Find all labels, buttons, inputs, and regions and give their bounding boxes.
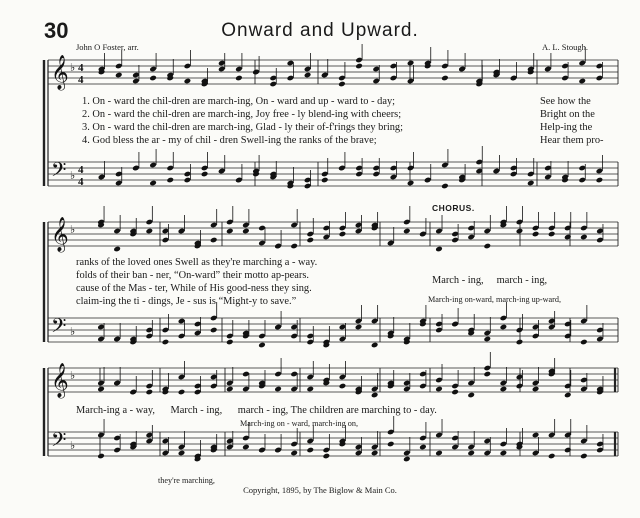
verse-1-line: 1. On - ward the chil-dren are march-ing, On - ward and up - ward to - day; (82, 96, 396, 107)
verse-2-end: Bright on the (540, 109, 595, 120)
chorus-label: CHORUS. (432, 203, 475, 213)
svg-text:4: 4 (78, 176, 84, 188)
verse-4-line: 4. God bless the ar - my of chil - dren Swell-ing the ranks of the brave; (82, 135, 377, 146)
chorus-line-1-alt: March-ing on-ward, march-ing up-ward, (428, 295, 561, 304)
svg-text:♭: ♭ (70, 370, 76, 382)
treble-clef-icon: 𝄞 (51, 363, 69, 398)
verse-2-line: 2. On - ward the chil-dren are march-ing, Joy free - ly blend-ing with cheers; (82, 109, 402, 120)
svg-text:4: 4 (78, 62, 84, 74)
svg-text:♭: ♭ (70, 62, 76, 74)
verse-3-cont: cause of the Mas - ter, While of His good-ness they sing. (76, 283, 312, 294)
bass-lyric: they're marching, (158, 476, 215, 485)
svg-text:♭: ♭ (70, 440, 76, 452)
verse-3-end: Help-ing the (540, 122, 593, 133)
bass-clef-icon: 𝄢 (51, 314, 67, 342)
treble-clef-icon: 𝄞 (51, 55, 69, 90)
svg-text:4: 4 (78, 164, 84, 176)
chorus-line-1: March - ing, march - ing, (432, 275, 548, 286)
svg-text:♭: ♭ (70, 224, 76, 236)
chorus-line-2: March-ing a - way, March - ing, march - ing, The children are marching to - day. (76, 405, 437, 416)
verse-1-end: See how the (540, 96, 591, 107)
bass-clef-icon: 𝄢 (51, 158, 67, 186)
treble-clef-icon: 𝄞 (51, 217, 69, 252)
verse-4-cont: claim-ing the ti - dings, Je - sus is “Might-y to save.” (76, 296, 297, 307)
svg-text:♭: ♭ (70, 326, 76, 338)
chorus-line-2-alt: March-ing on - ward, march-ing on, (240, 419, 358, 428)
copyright: Copyright, 1895, by The Biglow & Main Co. (243, 485, 397, 495)
svg-text:4: 4 (78, 74, 84, 86)
verse-1-cont: ranks of the loved ones Swell as they're marching a - way. (76, 257, 318, 268)
verse-2-cont: folds of their ban - ner, “On-ward” their motto ap-pears. (76, 270, 309, 281)
page-number: 30 (44, 18, 69, 43)
composer-credit: John O Foster, arr. (76, 42, 139, 52)
lyricist-credit: A. L. Stough. (541, 42, 588, 52)
bass-clef-icon: 𝄢 (51, 428, 67, 456)
svg-text:♭: ♭ (70, 170, 76, 182)
verse-3-line: 3. On - ward the chil-dren are march-ing, Glad - ly their of-f'rings they bring; (82, 122, 403, 133)
hymn-title: Onward and Upward. (221, 20, 419, 41)
verse-4-end: Hear them pro- (540, 135, 604, 146)
